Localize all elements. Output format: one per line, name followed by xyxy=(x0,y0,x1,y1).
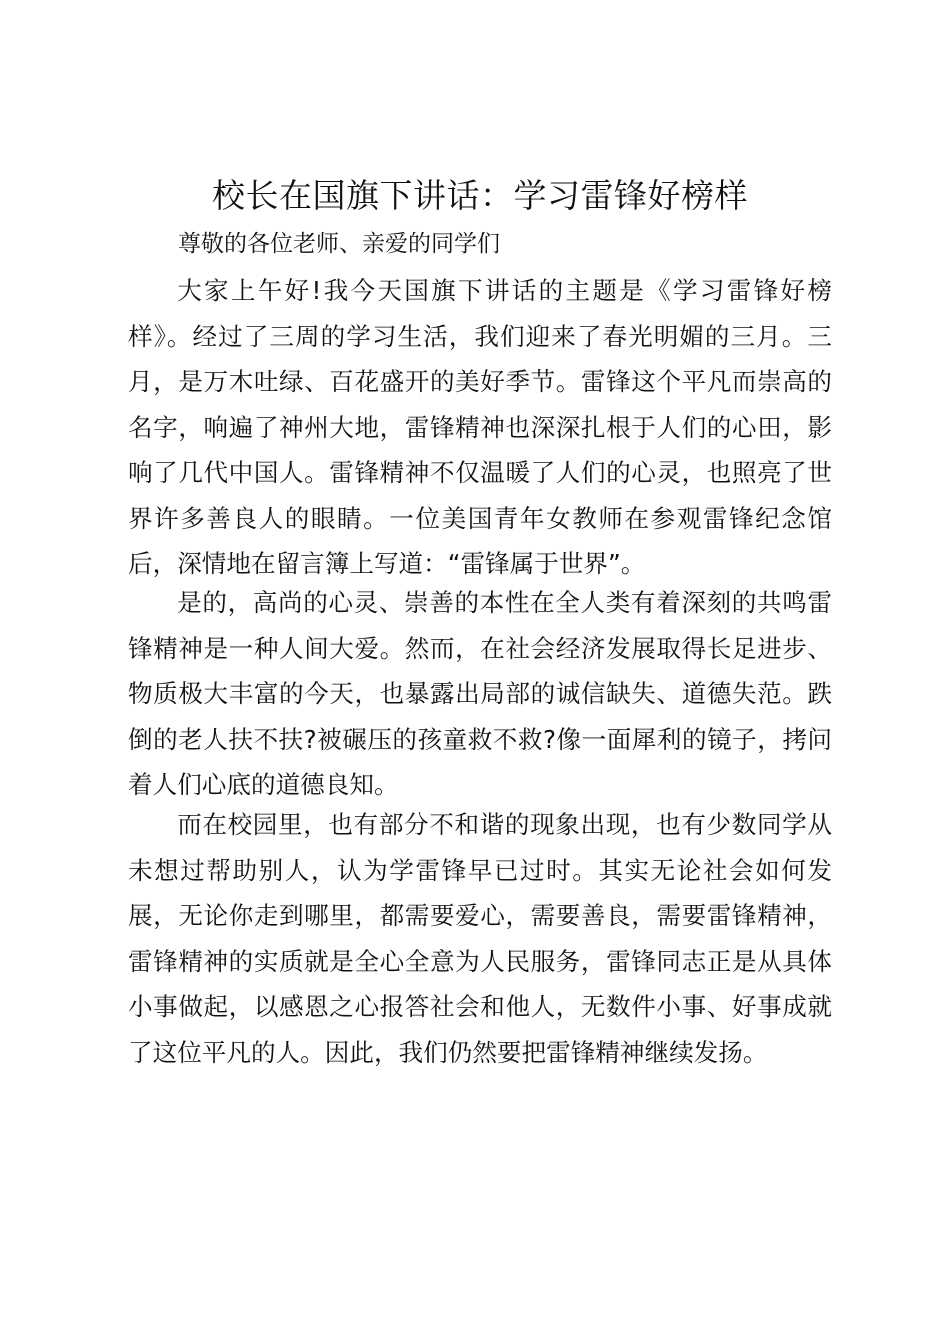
paragraph: 是的，高尚的心灵、崇善的本性在全人类有着深刻的共鸣雷锋精神是一种人间大爱。然而，在社会经济发展取得长足进步、物质极大丰富的今天，也暴露出局部的诚信缺失、道德失范。跌倒的老人扶不扶?被碾压的孩童救不救?像一面犀利的镜子，拷问着人们心底的道德良知。 xyxy=(128,588,832,799)
paragraph: 而在校园里，也有部分不和谐的现象出现，也有少数同学从未想过帮助别人，认为学雷锋早已过时。其实无论社会如何发展，无论你走到哪里，都需要爱心，需要善良，需要雷锋精神，雷锋精神的实质就是全心全意为人民服务，雷锋同志正是从具体小事做起，以感恩之心报答社会和他人，无数件小事、好事成就了这位平凡的人。因此，我们仍然要把雷锋精神继续发扬。 xyxy=(128,810,832,1067)
document-title: 校长在国旗下讲话：学习雷锋好榜样 xyxy=(212,176,748,215)
salutation: 尊敬的各位老师、亲爱的同学们 xyxy=(178,231,500,257)
paragraph: 大家上午好!我今天国旗下讲话的主题是《学习雷锋好榜样》。经过了三周的学习生活，我们迎来了春光明媚的三月。三月，是万木吐绿、百花盛开的美好季节。雷锋这个平凡而崇高的名字，响遍了神州大地，雷锋精神也深深扎根于人们的心田，影响了几代中国人。雷锋精神不仅温暖了人们的心灵，也照亮了世界许多善良人的眼睛。一位美国青年女教师在参观雷锋纪念馆后，深情地在留言簿上写道：“雷锋属于世界”。 xyxy=(128,276,832,578)
